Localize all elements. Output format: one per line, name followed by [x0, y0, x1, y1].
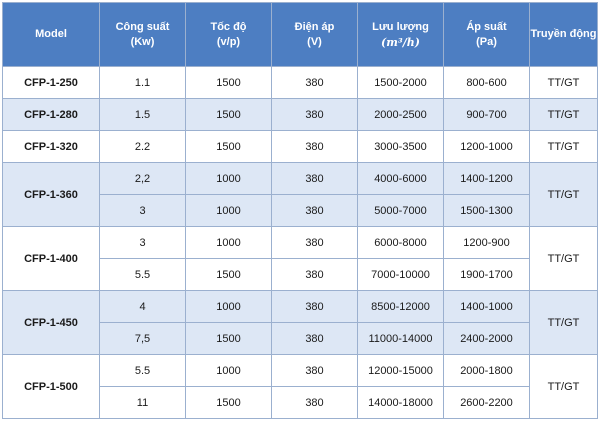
model-cell: CFP-1-360	[3, 163, 100, 227]
flow-cell: 11000-14000	[358, 323, 444, 355]
flow-cell: 2000-2500	[358, 99, 444, 131]
flow-cell: 8500-12000	[358, 291, 444, 323]
speed-cell: 1500	[186, 323, 272, 355]
pressure-cell: 800-600	[444, 67, 530, 99]
power-cell: 4	[100, 291, 186, 323]
voltage-cell: 380	[272, 323, 358, 355]
model-cell: CFP-1-280	[3, 99, 100, 131]
power-cell: 5.5	[100, 355, 186, 387]
power-cell: 2.2	[100, 131, 186, 163]
speed-cell: 1500	[186, 99, 272, 131]
speed-cell: 1500	[186, 131, 272, 163]
drive-cell: TT/GT	[530, 67, 598, 99]
voltage-cell: 380	[272, 355, 358, 387]
model-cell: CFP-1-400	[3, 227, 100, 291]
flow-cell: 12000-15000	[358, 355, 444, 387]
power-cell: 1.1	[100, 67, 186, 99]
header-power: Công suất (Kw)	[100, 3, 186, 67]
speed-cell: 1000	[186, 227, 272, 259]
flow-cell: 4000-6000	[358, 163, 444, 195]
power-cell: 7,5	[100, 323, 186, 355]
voltage-cell: 380	[272, 67, 358, 99]
speed-cell: 1000	[186, 195, 272, 227]
drive-cell: TT/GT	[530, 227, 598, 291]
flow-cell: 7000-10000	[358, 259, 444, 291]
power-cell: 11	[100, 387, 186, 419]
model-cell: CFP-1-320	[3, 131, 100, 163]
model-cell: CFP-1-500	[3, 355, 100, 419]
model-cell: CFP-1-250	[3, 67, 100, 99]
pressure-cell: 2000-1800	[444, 355, 530, 387]
pressure-cell: 1400-1000	[444, 291, 530, 323]
power-cell: 2,2	[100, 163, 186, 195]
header-speed: Tốc độ (v/p)	[186, 3, 272, 67]
drive-cell: TT/GT	[530, 355, 598, 419]
power-cell: 5.5	[100, 259, 186, 291]
voltage-cell: 380	[272, 99, 358, 131]
flow-cell: 6000-8000	[358, 227, 444, 259]
drive-cell: TT/GT	[530, 291, 598, 355]
pressure-cell: 1500-1300	[444, 195, 530, 227]
table-row	[3, 227, 598, 259]
power-cell: 3	[100, 227, 186, 259]
voltage-cell: 380	[272, 291, 358, 323]
pressure-cell: 2600-2200	[444, 387, 530, 419]
drive-cell: TT/GT	[530, 163, 598, 227]
speed-cell: 1000	[186, 163, 272, 195]
header-drive: Truyền động	[530, 3, 598, 67]
table-row	[3, 163, 598, 195]
header-model: Model	[3, 3, 100, 67]
spec-table	[2, 2, 598, 419]
model-cell: CFP-1-450	[3, 291, 100, 355]
table-row	[3, 291, 598, 323]
speed-cell: 1500	[186, 67, 272, 99]
voltage-cell: 380	[272, 131, 358, 163]
flow-cell: 5000-7000	[358, 195, 444, 227]
speed-cell: 1500	[186, 387, 272, 419]
pressure-cell: 900-700	[444, 99, 530, 131]
power-cell: 1.5	[100, 99, 186, 131]
voltage-cell: 380	[272, 387, 358, 419]
table-row	[3, 67, 598, 99]
flow-cell: 14000-18000	[358, 387, 444, 419]
table-row	[3, 355, 598, 387]
power-cell: 3	[100, 195, 186, 227]
pressure-cell: 1200-900	[444, 227, 530, 259]
pressure-cell: 1200-1000	[444, 131, 530, 163]
header-voltage: Điện áp (V)	[272, 3, 358, 67]
voltage-cell: 380	[272, 163, 358, 195]
voltage-cell: 380	[272, 195, 358, 227]
header-pressure: Áp suất (Pa)	[444, 3, 530, 67]
voltage-cell: 380	[272, 259, 358, 291]
table-row	[3, 99, 598, 131]
header-row	[3, 3, 598, 67]
voltage-cell: 380	[272, 227, 358, 259]
table-row	[3, 131, 598, 163]
header-flow: Lưu lượng (m³/h)	[358, 3, 444, 67]
pressure-cell: 1900-1700	[444, 259, 530, 291]
drive-cell: TT/GT	[530, 131, 598, 163]
drive-cell: TT/GT	[530, 99, 598, 131]
pressure-cell: 1400-1200	[444, 163, 530, 195]
speed-cell: 1000	[186, 291, 272, 323]
speed-cell: 1000	[186, 355, 272, 387]
flow-cell: 3000-3500	[358, 131, 444, 163]
pressure-cell: 2400-2000	[444, 323, 530, 355]
flow-cell: 1500-2000	[358, 67, 444, 99]
speed-cell: 1500	[186, 259, 272, 291]
